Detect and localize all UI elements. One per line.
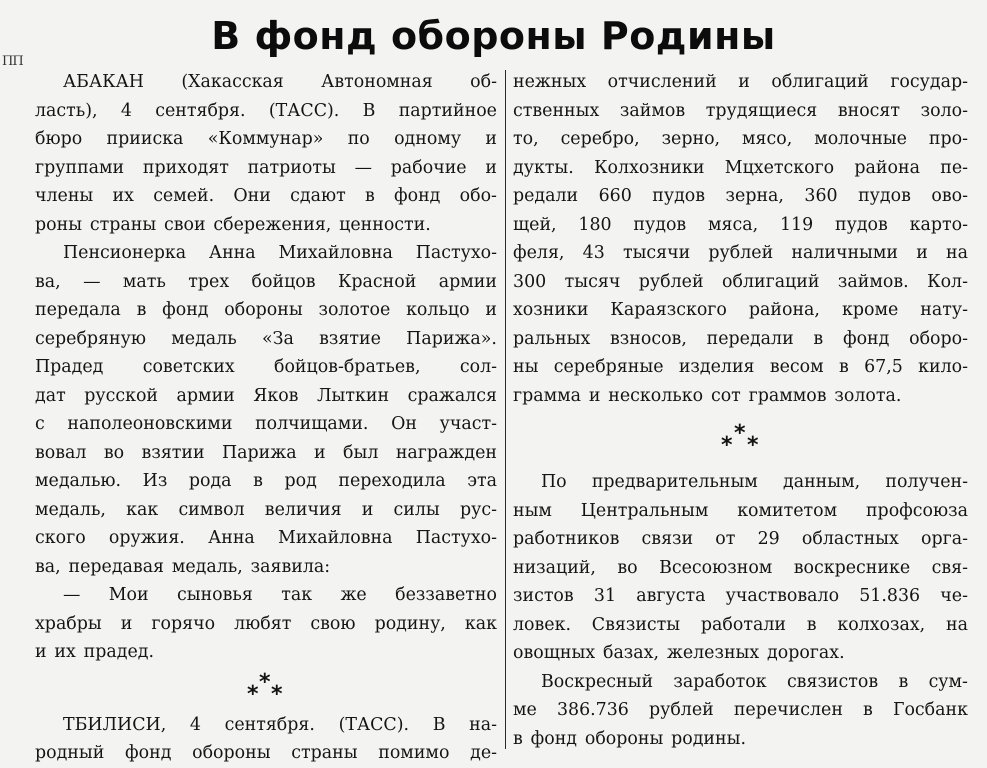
right-column [513, 68, 968, 753]
paragraph-pastukhova [35, 239, 497, 581]
text-line: храбры и горячо любят свою родину, как [35, 613, 497, 634]
text-line: члены их семей. Они сдают в фонд обо- [35, 186, 497, 206]
margin-mark: ПП [2, 54, 23, 69]
text-line: в фонд обороны родины. [513, 728, 746, 749]
stars-separator-right [513, 410, 968, 468]
star: * [734, 421, 746, 446]
text-line: ны серебряные изделия весом в 67,5 кило- [513, 357, 968, 377]
text-line: группами приходят патриоты — рабочие и [35, 157, 497, 178]
text-line: ральных взносов, передали в фонд оборо- [513, 328, 968, 349]
text-line: Воскресный заработок связистов в сум- [541, 671, 968, 692]
text-line: ловек. Связисты работали в колхозах, на [513, 614, 968, 635]
text-line: работников связи от 29 областных орга- [513, 529, 968, 549]
text-line: Прадед советских бойцов-братьев, сол- [35, 357, 497, 377]
text-line: овощных базах, железных дорогах. [513, 643, 845, 663]
text-line: ТБИЛИСИ, 4 сентября. (ТАСС). В на- [63, 714, 497, 735]
text-line: медаль, как символ величия и силы рус- [35, 499, 497, 520]
text-line: роны страны свои сбережения, ценности. [35, 214, 431, 235]
star: * [747, 433, 759, 458]
text-line: ва, — мать трех бойцов Красной армии [35, 271, 497, 292]
text-line: По предварительным данным, получен- [541, 472, 968, 492]
text-line: редали 660 пудов зерна, 360 пудов ово- [513, 186, 968, 206]
paragraph-tbilisi [35, 711, 497, 768]
text-line: ме 386.736 рублей перечислен в Госбанк [513, 700, 968, 720]
text-line: то, серебро, зерно, мясо, молочные про- [513, 129, 968, 149]
headline: В фонд обороны Родины [211, 14, 776, 58]
left-column [35, 68, 497, 768]
paragraph-tbilisi-continued [513, 68, 968, 410]
text-line: грамма и несколько сот граммов золота. [513, 385, 902, 406]
text-line: медалью. Из рода в род переходила эта [35, 471, 497, 491]
text-line: с наполеоновскими полчищами. Он участ- [35, 414, 497, 434]
text-line: Пенсионерка Анна Михайловна Пастухо- [63, 243, 497, 263]
text-line: серебряную медаль «За взятие Парижа». [35, 328, 497, 349]
text-line: родный фонд обороны страны помимо де- [35, 743, 497, 763]
column-rule [505, 70, 506, 749]
text-line: зистов 31 августа участвовало 51.836 че- [513, 586, 968, 606]
text-line: дукты. Колхозники Мцхетского района пе- [513, 157, 968, 178]
text-line: и их прадед. [35, 642, 154, 662]
text-line: передала в фонд обороны золотое кольцо и [35, 300, 497, 320]
text-line: 300 тысяч рублей облигаций займов. Кол- [513, 271, 968, 292]
text-line: ным Центральным комитетом профсоюза [513, 500, 968, 521]
text-line: ского оружия. Анна Михайловна Пастухо- [35, 528, 497, 548]
star: * [721, 433, 733, 458]
text-line: нежных отчислений и облигаций государ- [513, 72, 968, 92]
text-line: ласть), 4 сентября. (ТАСС). В партийное [35, 100, 497, 121]
stars-separator-left [35, 667, 497, 711]
paragraph-communications [513, 468, 968, 668]
text-line: щей, 180 пудов мяса, 119 пудов карто- [513, 214, 968, 235]
text-line: бюро прииска «Коммунар» по одному и [35, 129, 497, 149]
star: * [271, 681, 283, 707]
text-line: дат русской армии Яков Лыткин сражался [35, 385, 497, 406]
star: * [259, 669, 271, 695]
star: * [247, 681, 259, 707]
text-line: ва, передавая медаль, заявила: [35, 556, 331, 577]
paragraph-earnings [513, 668, 968, 754]
paragraph-abakan [35, 68, 497, 239]
text-line: — Мои сыновья так же беззаветно [63, 585, 497, 605]
text-line: ственных займов трудящиеся вносят золо- [513, 100, 968, 121]
text-line: АБАКАН (Хакасская Автономная об- [63, 72, 497, 92]
text-line: низаций, во Всесоюзном воскреснике свя- [513, 557, 968, 578]
text-line: феля, 43 тысячи рублей наличными и на [513, 243, 968, 263]
paragraph-quote [35, 581, 497, 667]
text-line: хозники Караязского района, кроме нату- [513, 300, 968, 320]
text-line: вовал во взятии Парижа и был награжден [35, 442, 497, 463]
